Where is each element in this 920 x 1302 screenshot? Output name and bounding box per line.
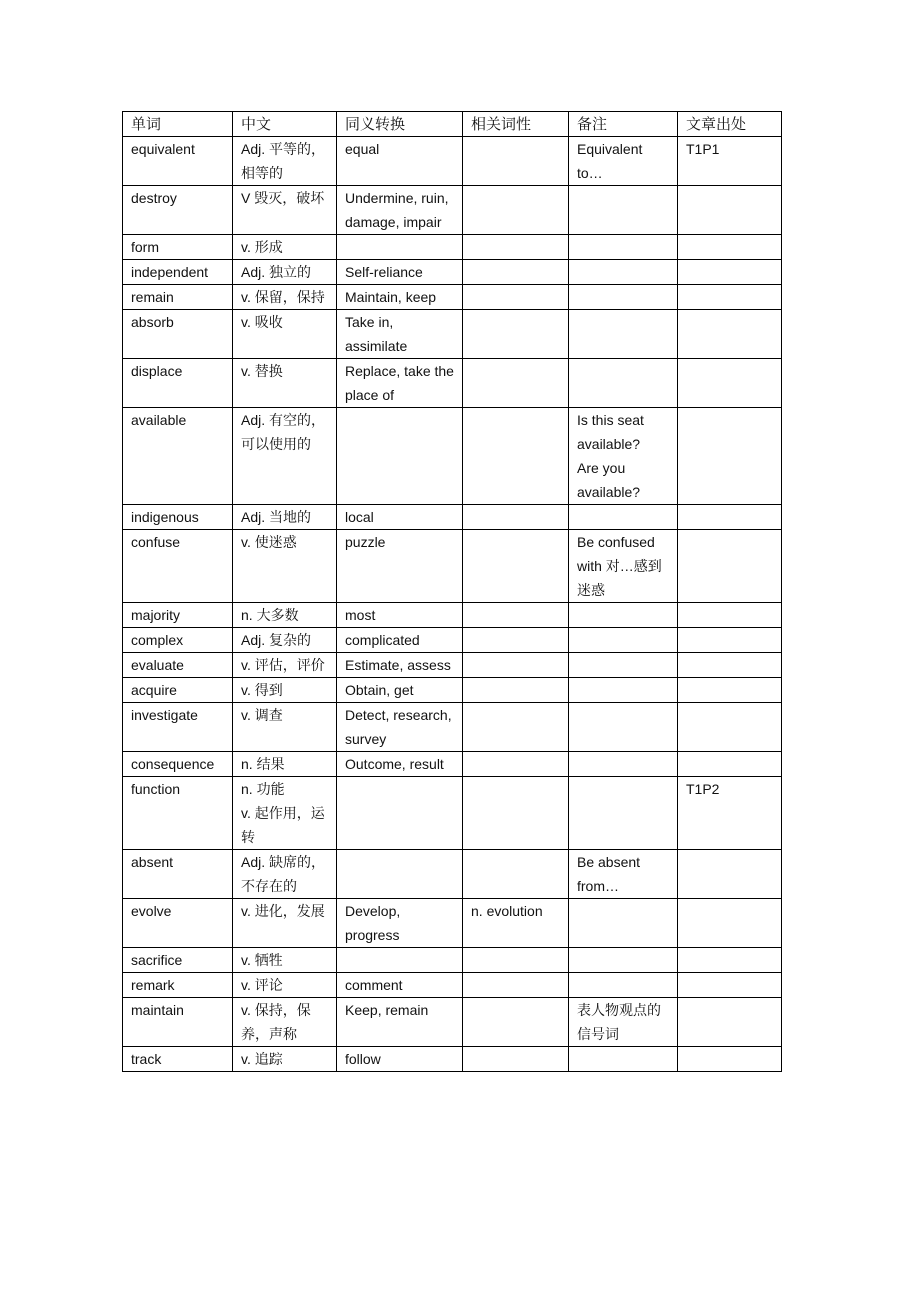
synonym-cell: most	[337, 603, 463, 628]
source-cell	[678, 235, 782, 260]
source-cell	[678, 1047, 782, 1072]
header-word: 单词	[123, 112, 233, 137]
chinese-cell	[233, 603, 337, 628]
synonym-cell: Obtain, get	[337, 678, 463, 703]
note-cell	[569, 628, 678, 653]
synonym-cell: Undermine, ruin, damage, impair	[337, 186, 463, 235]
note-cell	[569, 899, 678, 948]
table-row	[123, 235, 782, 260]
synonym-cell: Self-reliance	[337, 260, 463, 285]
chinese-cell-line: v. 保持，保养，声称	[241, 1002, 311, 1042]
related-pos-cell	[463, 678, 569, 703]
table-row	[123, 628, 782, 653]
table-header-row	[123, 112, 782, 137]
chinese-cell	[233, 899, 337, 948]
note-cell-line: Be confused with 对…感到迷惑	[577, 534, 662, 598]
chinese-cell-line: v. 起作用，运转	[241, 805, 325, 845]
chinese-cell-line: Adj. 当地的	[241, 509, 312, 525]
chinese-cell	[233, 777, 337, 850]
related-pos-cell	[463, 603, 569, 628]
related-pos-cell	[463, 1047, 569, 1072]
chinese-cell-line: V 毁灭，破坏	[241, 190, 325, 206]
word-cell: evolve	[123, 899, 233, 948]
word-cell: form	[123, 235, 233, 260]
note-cell	[569, 408, 678, 505]
synonym-cell	[337, 948, 463, 973]
note-cell	[569, 235, 678, 260]
note-cell	[569, 530, 678, 603]
synonym-cell: Keep, remain	[337, 998, 463, 1047]
synonym-cell: follow	[337, 1047, 463, 1072]
synonym-cell	[337, 235, 463, 260]
note-cell	[569, 948, 678, 973]
table-row	[123, 137, 782, 186]
source-cell	[678, 948, 782, 973]
related-pos-cell	[463, 260, 569, 285]
table-row	[123, 899, 782, 948]
note-cell	[569, 850, 678, 899]
note-cell-line: Equivalent to…	[577, 141, 643, 181]
table-row	[123, 777, 782, 850]
word-cell: displace	[123, 359, 233, 408]
note-cell-line: Be absent from…	[577, 854, 641, 894]
note-cell	[569, 973, 678, 998]
word-cell: complex	[123, 628, 233, 653]
chinese-cell	[233, 530, 337, 603]
source-cell	[678, 998, 782, 1047]
synonym-cell	[337, 777, 463, 850]
synonym-cell: complicated	[337, 628, 463, 653]
chinese-cell	[233, 998, 337, 1047]
note-cell	[569, 678, 678, 703]
chinese-cell-line: n. 大多数	[241, 607, 299, 623]
chinese-cell-line: v. 保留，保持	[241, 289, 325, 305]
table-row	[123, 973, 782, 998]
chinese-cell-line: v. 形成	[241, 239, 283, 255]
note-cell	[569, 260, 678, 285]
chinese-cell-line: v. 调查	[241, 707, 283, 723]
header-related-pos: 相关词性	[463, 112, 569, 137]
table-row	[123, 505, 782, 530]
related-pos-cell	[463, 998, 569, 1047]
word-cell: absent	[123, 850, 233, 899]
related-pos-cell	[463, 137, 569, 186]
table-row	[123, 752, 782, 777]
note-cell	[569, 1047, 678, 1072]
synonym-cell: Maintain, keep	[337, 285, 463, 310]
note-cell	[569, 505, 678, 530]
word-cell: majority	[123, 603, 233, 628]
source-cell	[678, 603, 782, 628]
chinese-cell-line: n. 功能	[241, 781, 285, 797]
related-pos-cell	[463, 359, 569, 408]
note-cell	[569, 998, 678, 1047]
source-cell	[678, 850, 782, 899]
note-cell	[569, 703, 678, 752]
word-cell: confuse	[123, 530, 233, 603]
related-pos-cell	[463, 505, 569, 530]
related-pos-cell	[463, 530, 569, 603]
table-row	[123, 408, 782, 505]
chinese-cell-line: v. 得到	[241, 682, 283, 698]
source-cell	[678, 973, 782, 998]
word-cell: track	[123, 1047, 233, 1072]
table-row	[123, 1047, 782, 1072]
related-pos-cell	[463, 653, 569, 678]
chinese-cell	[233, 628, 337, 653]
related-pos-cell	[463, 752, 569, 777]
word-cell: acquire	[123, 678, 233, 703]
chinese-cell-line: v. 替换	[241, 363, 283, 379]
word-cell: evaluate	[123, 653, 233, 678]
synonym-cell: Detect, research, survey	[337, 703, 463, 752]
header-source: 文章出处	[678, 112, 782, 137]
source-cell	[678, 285, 782, 310]
note-cell-line: 表人物观点的信号词	[577, 1002, 661, 1042]
table-row	[123, 359, 782, 408]
chinese-cell	[233, 505, 337, 530]
synonym-cell	[337, 850, 463, 899]
chinese-cell	[233, 359, 337, 408]
chinese-cell-line: v. 评论	[241, 977, 283, 993]
source-cell	[678, 505, 782, 530]
chinese-cell	[233, 948, 337, 973]
related-pos-cell: n. evolution	[463, 899, 569, 948]
table-row	[123, 285, 782, 310]
word-cell: equivalent	[123, 137, 233, 186]
source-cell	[678, 678, 782, 703]
chinese-cell	[233, 285, 337, 310]
table-row	[123, 186, 782, 235]
synonym-cell: equal	[337, 137, 463, 186]
chinese-cell	[233, 137, 337, 186]
chinese-cell	[233, 973, 337, 998]
synonym-cell: Estimate, assess	[337, 653, 463, 678]
chinese-cell	[233, 235, 337, 260]
note-cell	[569, 186, 678, 235]
chinese-cell	[233, 186, 337, 235]
word-cell: independent	[123, 260, 233, 285]
synonym-cell: local	[337, 505, 463, 530]
source-cell	[678, 653, 782, 678]
chinese-cell-line: v. 进化，发展	[241, 903, 325, 919]
table-row	[123, 948, 782, 973]
header-chinese: 中文	[233, 112, 337, 137]
note-cell-line: Are you available?	[577, 460, 641, 500]
chinese-cell-line: Adj. 独立的	[241, 264, 312, 280]
note-cell	[569, 359, 678, 408]
note-cell	[569, 653, 678, 678]
word-cell: remain	[123, 285, 233, 310]
chinese-cell	[233, 310, 337, 359]
chinese-cell	[233, 703, 337, 752]
synonym-cell: Replace, take the place of	[337, 359, 463, 408]
note-cell	[569, 310, 678, 359]
related-pos-cell	[463, 310, 569, 359]
note-cell	[569, 137, 678, 186]
related-pos-cell	[463, 850, 569, 899]
related-pos-cell	[463, 628, 569, 653]
chinese-cell-line: Adj. 复杂的	[241, 632, 312, 648]
note-cell-line: Is this seat available?	[577, 412, 644, 452]
note-cell	[569, 777, 678, 850]
word-cell: destroy	[123, 186, 233, 235]
chinese-cell	[233, 260, 337, 285]
table-row	[123, 678, 782, 703]
chinese-cell-line: v. 牺牲	[241, 952, 283, 968]
table-row	[123, 850, 782, 899]
chinese-cell-line: v. 评估，评价	[241, 657, 325, 673]
source-cell	[678, 359, 782, 408]
source-cell	[678, 408, 782, 505]
table-row	[123, 998, 782, 1047]
chinese-cell-line: Adj. 平等的，相等的	[241, 141, 326, 181]
source-cell	[678, 260, 782, 285]
related-pos-cell	[463, 948, 569, 973]
table-row	[123, 603, 782, 628]
related-pos-cell	[463, 408, 569, 505]
source-cell	[678, 628, 782, 653]
synonym-cell: comment	[337, 973, 463, 998]
synonym-cell	[337, 408, 463, 505]
table-row	[123, 530, 782, 603]
chinese-cell-line: n. 结果	[241, 756, 285, 772]
related-pos-cell	[463, 285, 569, 310]
chinese-cell-line: Adj. 缺席的，不存在的	[241, 854, 326, 894]
vocabulary-table	[122, 111, 782, 1072]
synonym-cell: puzzle	[337, 530, 463, 603]
word-cell: available	[123, 408, 233, 505]
word-cell: indigenous	[123, 505, 233, 530]
chinese-cell	[233, 408, 337, 505]
related-pos-cell	[463, 703, 569, 752]
note-cell	[569, 752, 678, 777]
chinese-cell	[233, 678, 337, 703]
table-row	[123, 260, 782, 285]
word-cell: sacrifice	[123, 948, 233, 973]
synonym-cell: Take in, assimilate	[337, 310, 463, 359]
word-cell: maintain	[123, 998, 233, 1047]
header-note: 备注	[569, 112, 678, 137]
related-pos-cell	[463, 235, 569, 260]
source-cell	[678, 899, 782, 948]
chinese-cell	[233, 653, 337, 678]
chinese-cell	[233, 1047, 337, 1072]
source-cell	[678, 703, 782, 752]
related-pos-cell	[463, 186, 569, 235]
source-cell: T1P2	[678, 777, 782, 850]
table-row	[123, 310, 782, 359]
word-cell: function	[123, 777, 233, 850]
note-cell	[569, 603, 678, 628]
table-row	[123, 703, 782, 752]
chinese-cell	[233, 752, 337, 777]
synonym-cell: Develop, progress	[337, 899, 463, 948]
source-cell: T1P1	[678, 137, 782, 186]
related-pos-cell	[463, 973, 569, 998]
table-body	[123, 137, 782, 1072]
chinese-cell-line: v. 吸收	[241, 314, 283, 330]
word-cell: investigate	[123, 703, 233, 752]
source-cell	[678, 530, 782, 603]
word-cell: remark	[123, 973, 233, 998]
chinese-cell	[233, 850, 337, 899]
word-cell: absorb	[123, 310, 233, 359]
chinese-cell-line: v. 使迷惑	[241, 534, 297, 550]
chinese-cell-line: v. 追踪	[241, 1051, 283, 1067]
source-cell	[678, 752, 782, 777]
table-row	[123, 653, 782, 678]
synonym-cell: Outcome, result	[337, 752, 463, 777]
related-pos-cell	[463, 777, 569, 850]
header-synonym: 同义转换	[337, 112, 463, 137]
note-cell	[569, 285, 678, 310]
source-cell	[678, 186, 782, 235]
word-cell: consequence	[123, 752, 233, 777]
source-cell	[678, 310, 782, 359]
chinese-cell-line: Adj. 有空的，可以使用的	[241, 412, 326, 452]
